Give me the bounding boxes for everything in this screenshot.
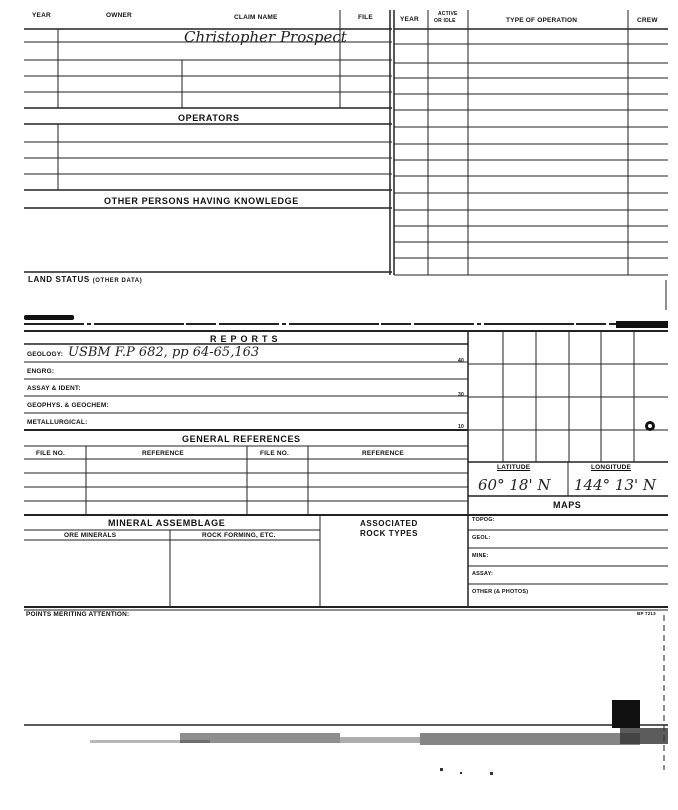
maps-assay: ASSAY:	[472, 571, 494, 577]
longitude-value: 144° 13' N	[574, 476, 657, 494]
col-crew: CREW	[637, 17, 658, 24]
metallurgical-label: METALLURGICAL:	[27, 419, 88, 426]
rock-forming-label: ROCK FORMING, ETC.	[202, 532, 276, 539]
associated-label: ASSOCIATED	[360, 519, 418, 528]
ref-reference-2: REFERENCE	[362, 450, 404, 457]
maps-mine: MINE:	[472, 553, 489, 559]
maps-geol: GEOL:	[472, 535, 491, 541]
maps-heading: MAPS	[553, 500, 582, 510]
reports-num-10: 10	[458, 424, 464, 430]
points-meriting-attention-label: POINTS MERITING ATTENTION:	[26, 611, 130, 618]
geology-value: USBM F.P 682, pp 64-65,163	[68, 345, 260, 360]
latitude-value: 60° 18' N	[478, 476, 551, 494]
col-idle: OR IDLE	[434, 18, 456, 24]
mineral-assemblage-heading: MINERAL ASSEMBLAGE	[108, 518, 226, 528]
ref-file-no-1: FILE NO.	[36, 450, 66, 457]
latitude-label: LATITUDE	[497, 464, 531, 471]
assay-label: ASSAY & IDENT:	[27, 385, 81, 392]
ore-minerals-label: ORE MINERALS	[64, 532, 117, 539]
ref-file-no-2: FILE NO.	[260, 450, 290, 457]
engrg-label: ENGRG:	[27, 368, 55, 375]
longitude-label: LONGITUDE	[591, 464, 632, 471]
col-active: ACTIVE	[438, 11, 458, 17]
operators-heading: OPERATORS	[178, 113, 240, 123]
col-type-of-operation: TYPE OF OPERATION	[506, 17, 578, 24]
reports-heading: REPORTS	[210, 334, 282, 344]
geology-label: GEOLOGY:	[27, 351, 64, 358]
col-year-right: YEAR	[400, 16, 419, 23]
maps-topog: TOPOG:	[472, 517, 495, 523]
reports-num-30: 30	[458, 392, 464, 398]
geophys-label: GEOPHYS. & GEOCHEM:	[27, 402, 109, 409]
col-year: YEAR	[32, 12, 51, 19]
form-number: BP 7213	[637, 611, 656, 616]
reports-num-40: 40	[458, 358, 464, 364]
col-owner: OWNER	[106, 12, 132, 19]
ref-reference-1: REFERENCE	[142, 450, 184, 457]
rock-types-label: ROCK TYPES	[360, 529, 419, 538]
claim-name-handwritten: Christopher Prospect	[184, 28, 347, 46]
other-persons-heading: OTHER PERSONS HAVING KNOWLEDGE	[104, 196, 299, 206]
land-status-label: LAND STATUS (OTHER DATA)	[28, 275, 143, 284]
maps-other: OTHER (& PHOTOS)	[472, 589, 529, 595]
col-file: FILE	[358, 14, 373, 21]
general-references-heading: GENERAL REFERENCES	[182, 434, 301, 444]
col-claim-name: CLAIM NAME	[234, 14, 278, 21]
